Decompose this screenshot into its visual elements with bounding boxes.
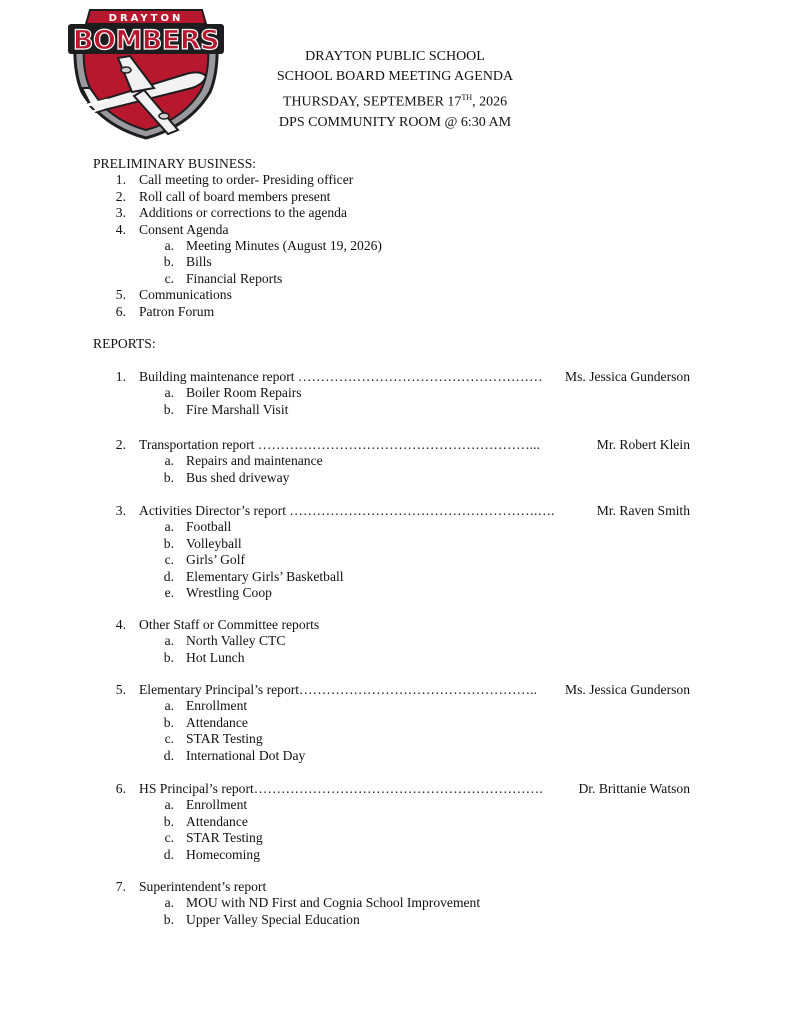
subitem-text: STAR Testing [186,830,263,846]
subitem-text: Enrollment [186,797,248,813]
report-subitem [0,797,791,813]
report-presenter: Dr. Brittanie Watson [578,781,690,796]
subitem-letter: a. [164,519,174,535]
report-number: 3. [115,503,126,518]
item-text: Patron Forum [139,303,215,319]
report-item [0,617,791,633]
item-text: Roll call of board members present [139,188,331,204]
report-subitem [0,470,791,486]
subitem-letter: b. [163,649,174,665]
subitem-text: Fire Marshall Visit [186,401,289,417]
item-text: Call meeting to order- Presiding officer [139,172,354,188]
report-number: 5. [115,682,126,697]
report-item [0,437,791,453]
subitem-letter: d. [163,846,174,862]
agenda-item [0,222,791,238]
subitem-letter: a. [164,453,174,469]
report-item [0,503,791,519]
report-subitem [0,830,791,846]
reports-heading: REPORTS: [93,336,156,351]
subitem-letter: b. [163,535,174,551]
report-item [0,369,791,385]
report-number: 2. [115,437,126,452]
report-presenter: Ms. Jessica Gunderson [565,682,690,697]
report-item [0,682,791,698]
subitem-letter: c. [164,270,174,286]
report-subitem [0,633,791,649]
report-presenter: Ms. Jessica Gunderson [565,369,690,384]
report-subitem [0,650,791,666]
report-subitem [0,385,791,401]
subitem-text: Homecoming [186,846,260,862]
report-subitem [0,536,791,552]
report-number: 1. [115,369,126,384]
report-number: 6. [115,781,126,796]
subitem-text: Girls’ Golf [186,552,246,568]
subitem-letter: b. [163,714,174,730]
report-subitem [0,814,791,830]
report-number: 4. [115,617,126,632]
meeting-date-year: , 2026 [472,94,508,110]
agenda-item [0,287,791,303]
report-subitem [0,569,791,585]
item-number: 3. [115,205,126,221]
agenda-item [0,189,791,205]
subitem-text: Repairs and maintenance [186,453,323,469]
subitem-letter: d. [163,568,174,584]
subitem-letter: c. [164,552,174,568]
item-number: 4. [115,221,126,237]
report-text: Elementary Principal’s report…………………………………………….. [139,682,537,697]
subitem-letter: b. [163,469,174,485]
item-text: Communications [139,287,232,303]
agenda-item [0,304,791,320]
subitem-text: Elementary Girls’ Basketball [186,568,344,584]
report-text: Activities Director’s report ……………………………………………….…. [139,503,555,518]
subitem-text: MOU with ND First and Cognia School Improvement [186,895,481,911]
report-text: Transportation report ……………………………………………………... [139,437,540,452]
meeting-date-suffix: TH [461,92,473,102]
subitem-text: STAR Testing [186,731,263,747]
report-subitem [0,402,791,418]
subitem-letter: a. [164,895,174,911]
subitem-letter: a. [164,238,174,253]
subitem-letter: e. [164,585,174,600]
subitem-text: Attendance [186,813,248,829]
subitem-text: Hot Lunch [186,649,245,665]
subitem-text: Attendance [186,714,248,730]
subitem-letter: b. [163,401,174,417]
report-text: Superintendent’s report [139,879,267,894]
subitem-text: Wrestling Coop [186,585,272,600]
preliminary-heading: PRELIMINARY BUSINESS: [93,156,257,171]
agenda-subitem [0,271,791,287]
report-subitem [0,585,791,601]
subitem-letter: b. [163,813,174,829]
subitem-text: Bills [186,254,212,270]
report-presenter: Mr. Raven Smith [596,503,690,518]
subitem-text: International Dot Day [186,747,306,763]
report-subitem [0,552,791,568]
report-item [0,781,791,797]
agenda-title: SCHOOL BOARD MEETING AGENDA [276,69,514,85]
subitem-text: Meeting Minutes (August 19, 2026) [186,238,382,253]
report-number: 7. [115,879,126,894]
report-text: HS Principal’s report………………………………………………………. [139,781,543,796]
agenda-subitem [0,254,791,270]
subitem-letter: a. [164,633,174,649]
subitem-text: Boiler Room Repairs [186,385,302,401]
report-subitem [0,895,791,911]
report-subitem [0,847,791,863]
meeting-date-main: THURSDAY, SEPTEMBER 17 [282,94,462,110]
subitem-letter: d. [163,747,174,763]
subitem-letter: a. [164,385,174,401]
subitem-text: Football [186,519,232,535]
subitem-letter: a. [164,797,174,813]
subitem-text: Bus shed driveway [186,469,290,485]
item-text: Additions or corrections to the agenda [139,205,348,221]
report-subitem [0,453,791,469]
subitem-letter: a. [164,698,174,714]
item-number: 2. [115,188,126,204]
report-presenter: Mr. Robert Klein [596,437,690,452]
report-text: Building maintenance report ……………………………………………… [139,369,543,384]
report-text: Other Staff or Committee reports [139,617,320,632]
item-number: 5. [115,287,126,303]
school-name: DRAYTON PUBLIC SCHOOL [305,49,485,64]
report-subitem [0,698,791,714]
subitem-letter: b. [163,911,174,927]
report-subitem [0,912,791,928]
report-item [0,879,791,895]
subitem-text: North Valley CTC [186,633,286,649]
agenda-subitem [0,238,791,254]
report-subitem [0,731,791,747]
subitem-letter: b. [163,254,174,270]
item-number: 1. [115,172,126,188]
subitem-text: Volleyball [186,535,242,551]
subitem-text: Enrollment [186,698,248,714]
logo-top-text: DRAYTON [108,13,184,24]
subitem-letter: c. [164,731,174,747]
agenda-item [0,172,791,188]
meeting-location: DPS COMMUNITY ROOM @ 6:30 AM [278,114,512,130]
logo-main-text: BOMBERS [72,25,220,56]
item-number: 6. [115,303,126,319]
report-subitem [0,519,791,535]
agenda-item [0,205,791,221]
subitem-text: Upper Valley Special Education [186,911,360,927]
subitem-text: Financial Reports [186,270,283,286]
report-subitem [0,748,791,764]
subitem-letter: c. [164,830,174,846]
report-subitem [0,715,791,731]
item-text: Consent Agenda [139,221,229,237]
